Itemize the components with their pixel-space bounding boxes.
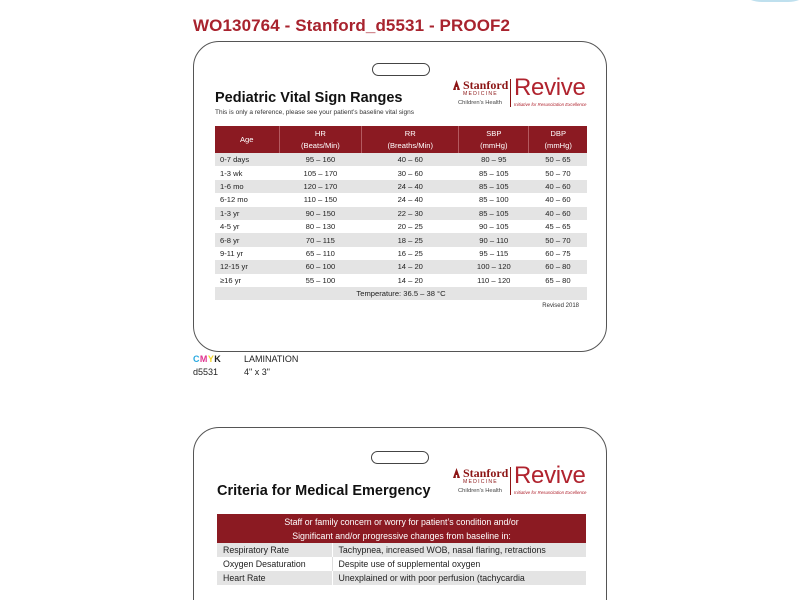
table-cell: 85 – 105 xyxy=(459,180,529,193)
table-cell: 18 – 25 xyxy=(362,233,459,246)
logo-revive-text: Revive xyxy=(514,462,586,489)
cmyk-m: M xyxy=(199,354,208,364)
emergency-criteria-table xyxy=(217,514,586,585)
table-cell: 90 – 105 xyxy=(459,220,529,233)
corner-arc-decoration xyxy=(730,0,800,2)
criteria-label: Oxygen Desaturation xyxy=(217,557,332,571)
criteria-value: Despite use of supplemental oxygen xyxy=(332,557,586,571)
criteria-label: Respiratory Rate xyxy=(217,543,332,557)
cmyk-k: K xyxy=(214,354,222,364)
table-cell: 45 – 65 xyxy=(529,220,587,233)
table-header-row xyxy=(215,126,587,153)
table-cell: 55 – 100 xyxy=(279,274,362,287)
table-cell: 70 – 115 xyxy=(279,233,362,246)
table-row xyxy=(215,260,587,273)
card-size: 4" x 3" xyxy=(244,367,270,377)
vital-signs-card xyxy=(193,41,607,352)
table-cell: 60 – 80 xyxy=(529,260,587,273)
column-header-unit: (Beats/Min) xyxy=(300,140,340,150)
card-title: Criteria for Medical Emergency xyxy=(217,483,431,499)
table-cell: 40 – 60 xyxy=(529,207,587,220)
table-cell: 24 – 40 xyxy=(362,180,459,193)
table-cell: 50 – 70 xyxy=(529,233,587,246)
table-cell: 40 – 60 xyxy=(529,180,587,193)
table-cell: 1-3 yr xyxy=(215,207,279,220)
logo-divider xyxy=(510,79,511,107)
table-cell: 85 – 105 xyxy=(459,166,529,179)
column-header xyxy=(362,126,459,153)
logo-divider xyxy=(510,467,511,495)
table-cell: 9-11 yr xyxy=(215,247,279,260)
table-row xyxy=(215,207,587,220)
criteria-label: Heart Rate xyxy=(217,571,332,585)
column-header-label: HR xyxy=(314,128,326,138)
table-cell: 40 – 60 xyxy=(529,193,587,206)
criteria-value: Tachypnea, increased WOB, nasal flaring, retractions xyxy=(332,543,586,557)
criteria-header xyxy=(217,514,586,543)
logo-childrens-health-text: Children's Health xyxy=(458,488,502,494)
card-title: Pediatric Vital Sign Ranges xyxy=(215,90,403,106)
table-row xyxy=(215,153,587,166)
table-cell: 90 – 150 xyxy=(279,207,362,220)
stanford-revive-logo xyxy=(452,462,592,500)
table-cell: 14 – 20 xyxy=(362,260,459,273)
job-code: d5531 xyxy=(193,367,219,377)
column-header-label: SBP xyxy=(486,128,502,138)
table-cell: 1-3 wk xyxy=(215,166,279,179)
table-row xyxy=(217,543,586,557)
column-header xyxy=(279,126,362,153)
logo-revive-tagline: Initiative for Resuscitation Excellence xyxy=(514,490,587,495)
vital-signs-table xyxy=(215,126,587,300)
column-header-unit: (mmHg) xyxy=(544,140,572,150)
table-cell: 14 – 20 xyxy=(362,274,459,287)
table-cell: 40 – 60 xyxy=(362,153,459,166)
stanford-revive-logo xyxy=(452,74,592,112)
table-row xyxy=(215,193,587,206)
table-row xyxy=(217,571,586,585)
column-header-label: Age xyxy=(239,134,254,144)
table-row xyxy=(215,220,587,233)
column-header-unit: (Breaths/Min) xyxy=(387,140,434,150)
temperature-row xyxy=(215,287,587,300)
column-header xyxy=(459,126,529,153)
temperature-range: Temperature: 36.5 – 38 °C xyxy=(215,287,587,300)
column-header xyxy=(529,126,587,153)
table-cell: 4-5 yr xyxy=(215,220,279,233)
criteria-header-line1: Staff or family concern or worry for patient’s condition and/or xyxy=(284,517,519,527)
medical-emergency-card xyxy=(193,427,607,600)
logo-medicine-text: MEDICINE xyxy=(463,91,498,97)
stanford-tree-icon xyxy=(452,79,461,91)
table-row xyxy=(215,233,587,246)
table-cell: 95 – 160 xyxy=(279,153,362,166)
lanyard-slot xyxy=(372,63,430,76)
revised-date: Revised 2018 xyxy=(542,303,579,309)
logo-medicine-text: MEDICINE xyxy=(463,479,498,485)
column-header xyxy=(215,126,279,153)
table-cell: 110 – 120 xyxy=(459,274,529,287)
table-cell: 50 – 70 xyxy=(529,166,587,179)
table-cell: 80 – 95 xyxy=(459,153,529,166)
logo-stanford-text: Stanford xyxy=(463,466,509,480)
table-cell: ≥16 yr xyxy=(215,274,279,287)
cmyk-indicator xyxy=(193,354,221,364)
table-cell: 16 – 25 xyxy=(362,247,459,260)
table-cell: 110 – 150 xyxy=(279,193,362,206)
logo-stanford-text: Stanford xyxy=(463,78,509,92)
table-cell: 22 – 30 xyxy=(362,207,459,220)
table-cell: 85 – 105 xyxy=(459,207,529,220)
table-cell: 65 – 110 xyxy=(279,247,362,260)
table-cell: 1-6 mo xyxy=(215,180,279,193)
logo-revive-tagline: Initiative for Resuscitation Excellence xyxy=(514,102,587,107)
criteria-header-row xyxy=(217,514,586,543)
table-row xyxy=(215,247,587,260)
table-cell: 30 – 60 xyxy=(362,166,459,179)
table-cell: 12-15 yr xyxy=(215,260,279,273)
table-row xyxy=(215,274,587,287)
table-cell: 6-12 mo xyxy=(215,193,279,206)
column-header-label: RR xyxy=(404,128,416,138)
table-cell: 90 – 110 xyxy=(459,233,529,246)
stanford-tree-icon xyxy=(452,467,461,479)
table-cell: 105 – 170 xyxy=(279,166,362,179)
logo-revive-text: Revive xyxy=(514,74,586,101)
column-header-label: DBP xyxy=(550,128,567,138)
table-cell: 95 – 115 xyxy=(459,247,529,260)
table-cell: 80 – 130 xyxy=(279,220,362,233)
lamination-label: LAMINATION xyxy=(244,354,299,364)
table-cell: 65 – 80 xyxy=(529,274,587,287)
logo-childrens-health-text: Children's Health xyxy=(458,100,502,106)
cmyk-c: C xyxy=(193,354,200,364)
criteria-header-line2: Significant and/or progressive changes from baseline in: xyxy=(292,531,511,541)
table-cell: 60 – 75 xyxy=(529,247,587,260)
table-cell: 20 – 25 xyxy=(362,220,459,233)
table-cell: 120 – 170 xyxy=(279,180,362,193)
reference-note: This is only a reference, please see your patient’s baseline vital signs xyxy=(215,109,414,116)
table-cell: 85 – 100 xyxy=(459,193,529,206)
table-cell: 24 – 40 xyxy=(362,193,459,206)
cmyk-y: Y xyxy=(207,354,215,364)
proof-title: WO130764 - Stanford_d5531 - PROOF2 xyxy=(193,16,511,35)
table-row xyxy=(217,557,586,571)
table-cell: 50 – 65 xyxy=(529,153,587,166)
table-cell: 60 – 100 xyxy=(279,260,362,273)
table-cell: 6-8 yr xyxy=(215,233,279,246)
table-row xyxy=(215,166,587,179)
table-row xyxy=(215,180,587,193)
table-cell: 0-7 days xyxy=(215,153,279,166)
lanyard-slot xyxy=(371,451,429,464)
table-cell: 100 – 120 xyxy=(459,260,529,273)
column-header-unit: (mmHg) xyxy=(480,140,508,150)
criteria-value: Unexplained or with poor perfusion (tachycardia xyxy=(332,571,586,585)
